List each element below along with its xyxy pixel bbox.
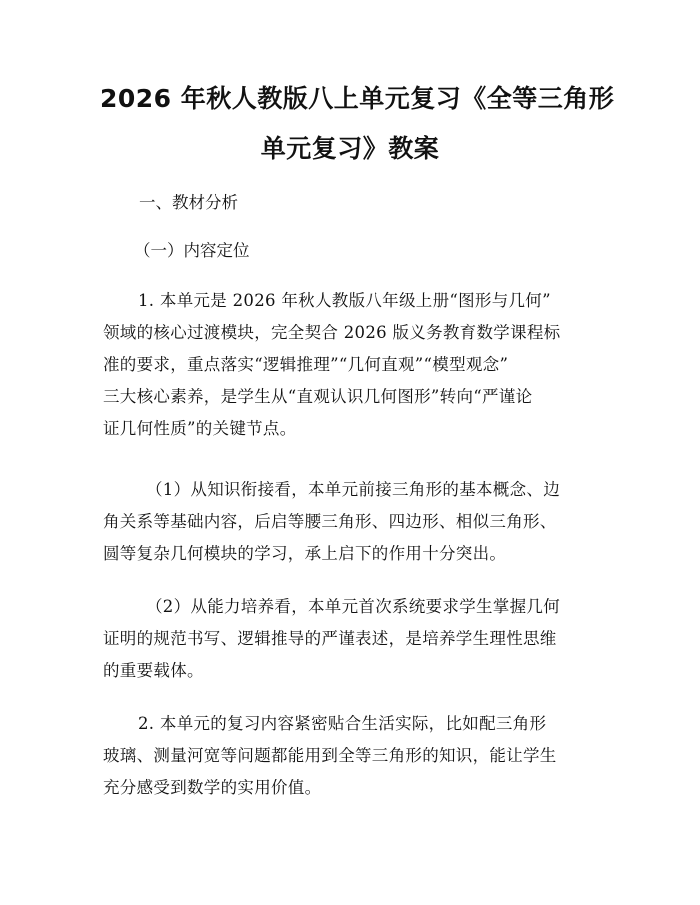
paragraph-line: 玻璃、测量河宽等问题都能用到全等三角形的知识，能让学生 (103, 746, 557, 765)
paragraph-line: 2. 本单元的复习内容紧密贴合生活实际，比如配三角形 (138, 714, 547, 733)
paragraph-1 (103, 285, 597, 445)
paragraph-line: 角关系等基础内容，后启等腰三角形、四边形、相似三角形、 (103, 512, 557, 531)
paragraph-line: 三大核心素养，是学生从“直观认识几何图形”转向“严谨论 (103, 387, 533, 406)
paragraph-line: 圆等复杂几何模块的学习，承上启下的作用十分突出。 (103, 544, 507, 563)
document-title-line-1: 2026 年秋人教版八上单元复习《全等三角形 (100, 84, 615, 113)
paragraph-line: 1. 本单元是 2026 年秋人教版八年级上册“图形与几何” (138, 291, 551, 310)
section-heading: 一、教材分析 (139, 193, 238, 212)
document-title-line-2: 单元复习》教案 (260, 134, 440, 163)
paragraph-4 (103, 708, 597, 804)
paragraph-line: 证几何性质”的关键节点。 (103, 419, 297, 438)
subsection-heading: （一）内容定位 (134, 241, 250, 260)
paragraph-line: 充分感受到数学的实用价值。 (103, 778, 322, 797)
paragraph-line: 的重要载体。 (103, 661, 204, 680)
paragraph-line: 证明的规范书写、逻辑推导的严谨表述，是培养学生理性思维 (103, 629, 557, 648)
paragraph-2 (103, 474, 597, 570)
paragraph-line: （1）从知识衔接看，本单元前接三角形的基本概念、边 (146, 480, 560, 499)
paragraph-line: （2）从能力培养看，本单元首次系统要求学生掌握几何 (146, 597, 560, 616)
paragraph-line: 领域的核心过渡模块，完全契合 2026 版义务教育数学课程标 (103, 323, 561, 342)
paragraph-line: 准的要求，重点落实“逻辑推理”“几何直观”“模型观念” (103, 355, 509, 374)
paragraph-3 (103, 591, 597, 687)
